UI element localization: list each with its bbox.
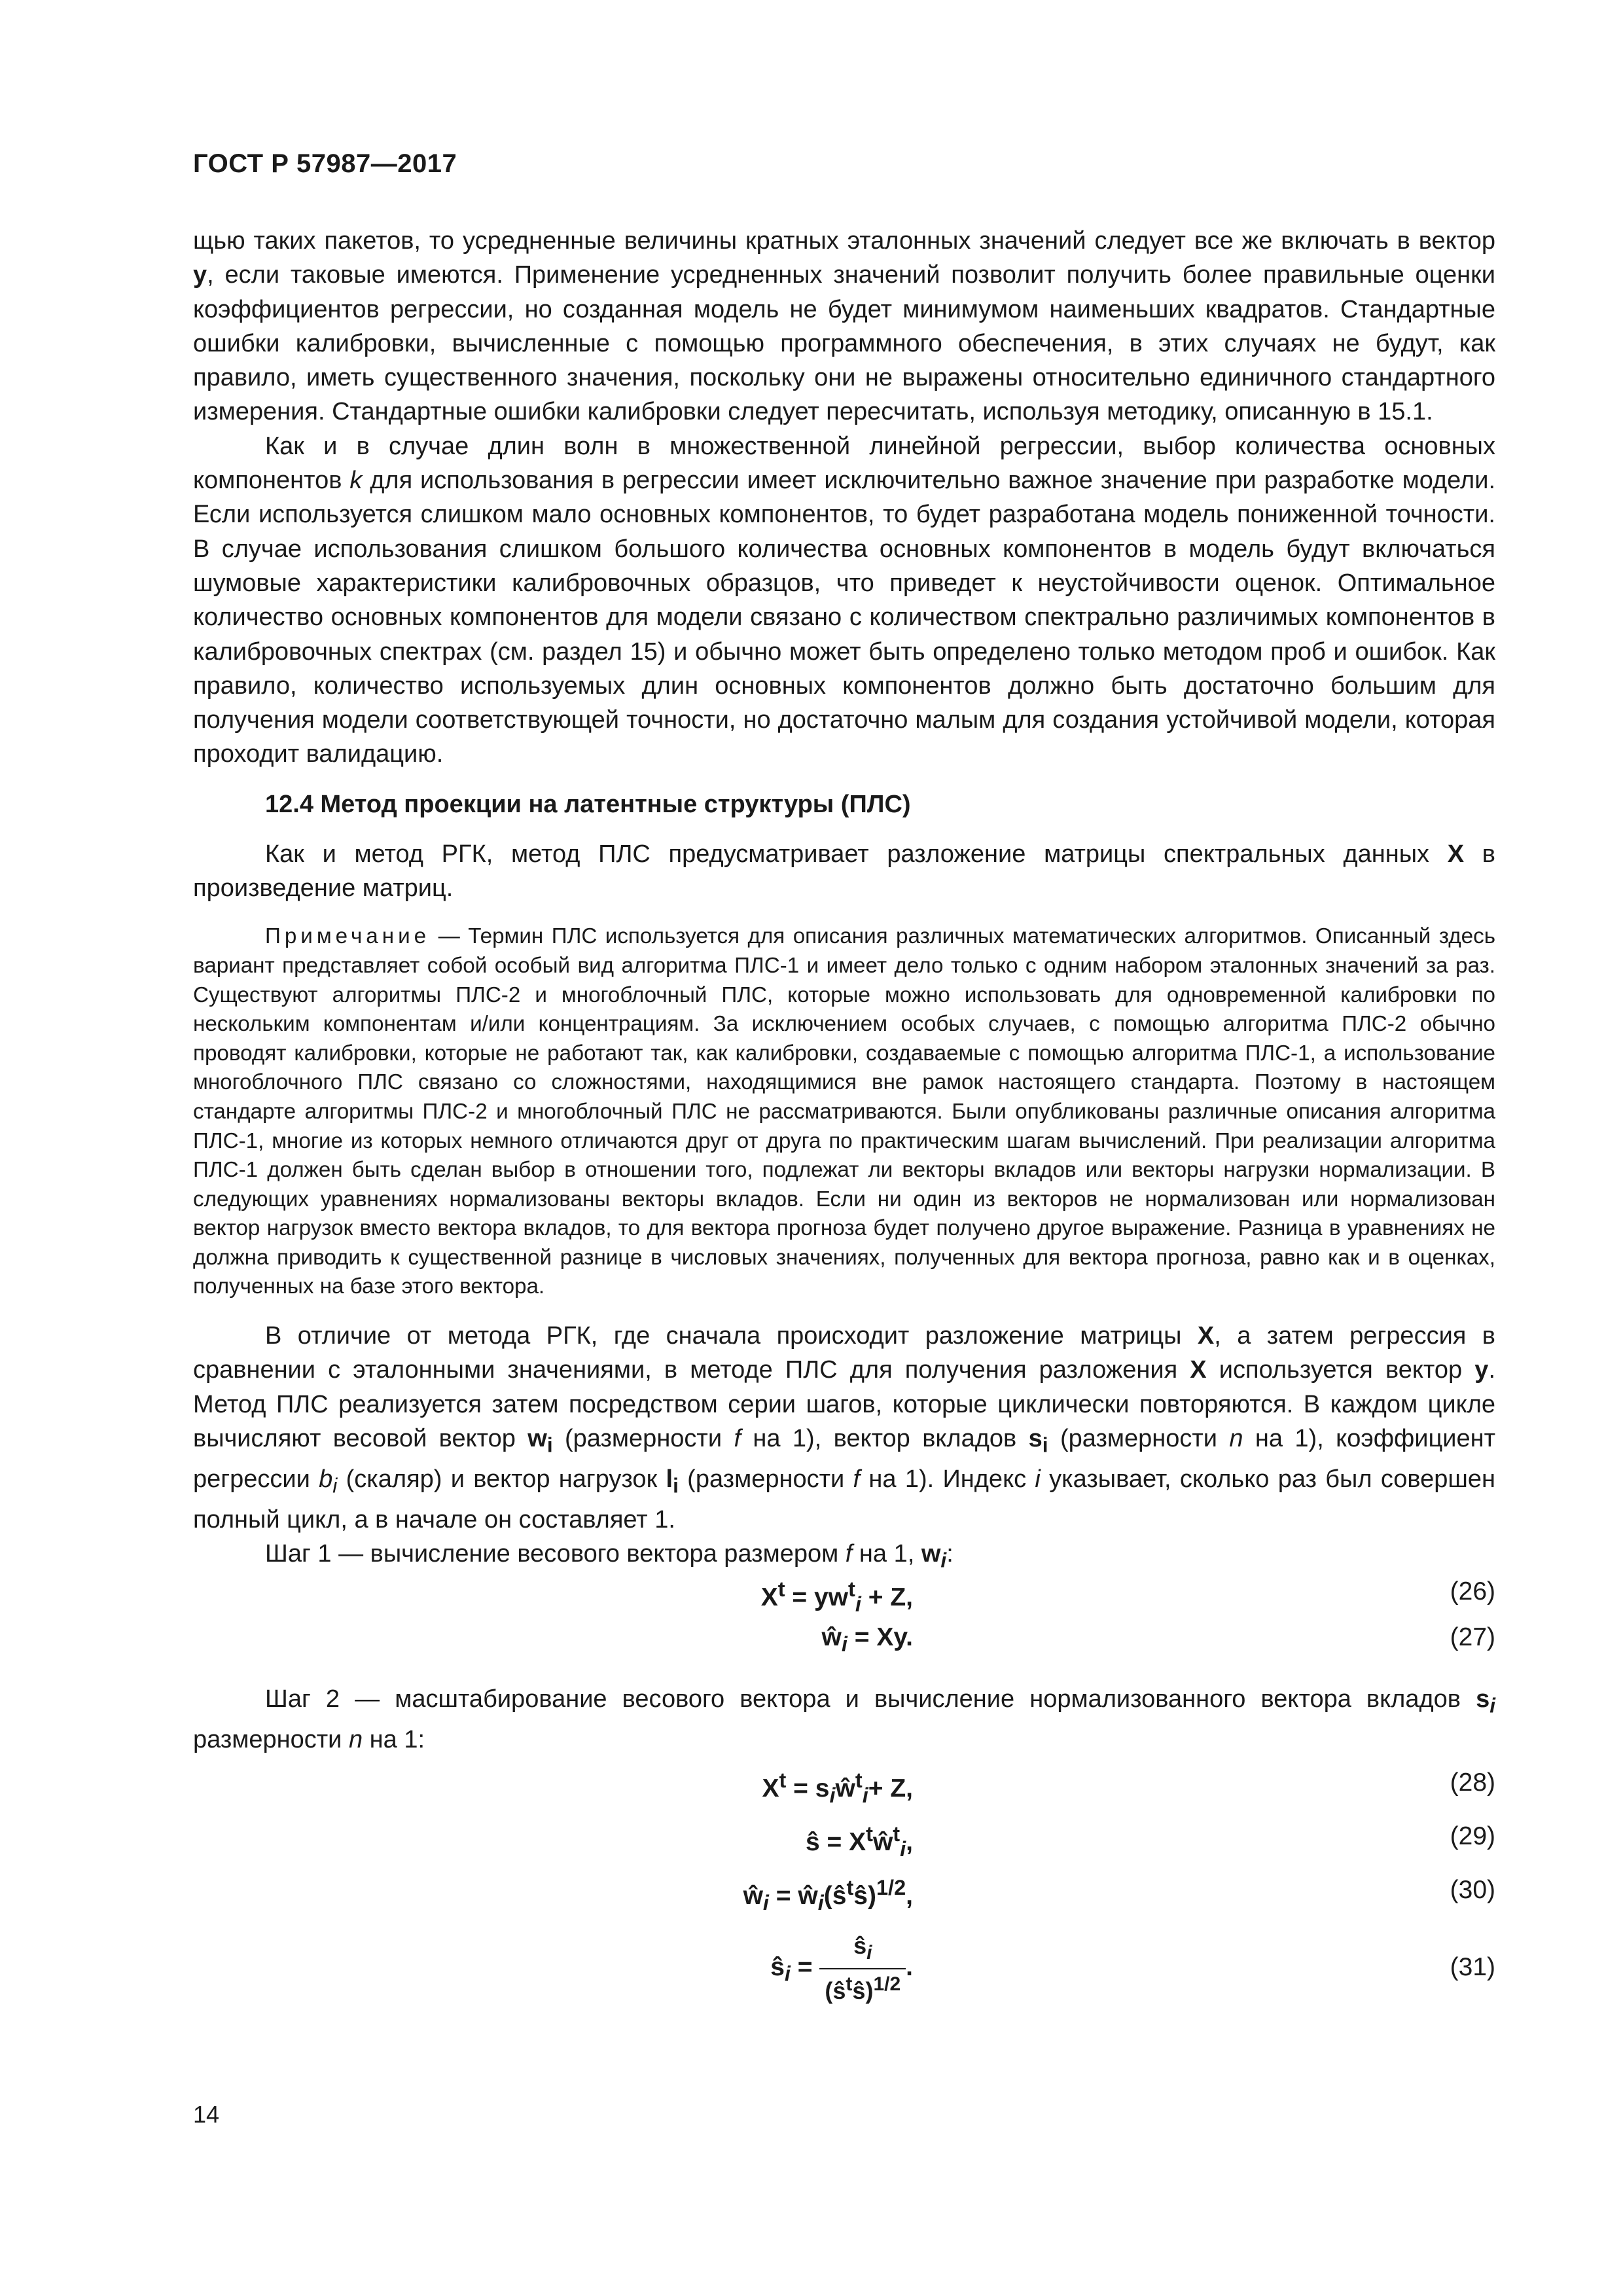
step-2: Шаг 2 — масштабирование весового вектора и вычисление нормализованного вектора вкладов $s_i$ размерности n на 1: <box>193 1685 1495 1753</box>
equation-27-number: (27) <box>1450 1623 1495 1651</box>
equation-29 <box>193 1822 1495 1868</box>
equation-28 <box>193 1768 1495 1814</box>
paragraph-4: В отличие от метода РГК, где сначала происходит разложение матрицы X, а затем регрессия в сравнении с эталонными значениями, в методе ПЛС для получения разложения X используется вектор y. Метод ПЛС реализуется затем посредством серии шагов, которые циклически повторяются. В каждом цикле вычисляют весовой вектор $w_i$ (размерности f на 1), вектор вкладов $s_i$ (размерности n на 1), коэффициент регрессии $b_i$ (скаляр) и вектор нагрузок $l_i$ (размерности f на 1). Индекс i указывает, сколько раз был совершен полный цикл, а в начале он составляет 1. <box>193 1322 1496 1534</box>
equation-30 <box>193 1876 1495 1922</box>
paragraph-2: Как и в случае длин волн в множественной линейной регрессии, выбор количества основных компонентов k для использования в регрессии имеет исключительно важное значение при разработке модели. Если используется слишком мало основных компонентов, то будет разработана модель пониженной точности. В случае использования слишком большого количества основных компонентов в модель будут включаться шумовые характеристики калибровочных образцов, что приведет к неустойчивости оценок. Оптимальное количество основных компонентов для модели связано с количеством спектрально различимых компонентов в калибровочных спектрах (см. раздел 15) и обычно может быть определено только методом проб и ошибок. Как правило, количество используемых длин основных компонентов должно быть достаточно большим для получения модели соответствующей точности, но достаточно малым для создания устойчивой модели, которая проходит валидацию. <box>193 432 1496 768</box>
equation-26-number: (26) <box>1450 1577 1495 1605</box>
equation-29-formula: ŝ = $X^tŵ^t_i$, <box>805 1822 913 1861</box>
equation-31-number: (31) <box>1450 1953 1495 1982</box>
page-content <box>193 224 1495 2009</box>
note <box>193 922 1495 1302</box>
section-heading: 12.4 Метод проекции на латентные структуры (ПЛС) <box>265 790 911 818</box>
equation-31-formula: $ŝ_i$ = $\frac{ŝ_i}{(ŝ^tŝ)^{1/2}}$ . <box>770 1932 913 2005</box>
equation-28-number: (28) <box>1450 1768 1495 1797</box>
equation-30-number: (30) <box>1450 1876 1495 1905</box>
equation-26 <box>193 1577 1495 1623</box>
equation-26-formula: $X^t = yw^t_i + Z$, <box>760 1577 913 1616</box>
note-label: Примечание <box>265 924 431 949</box>
page-number: 14 <box>193 2101 220 2128</box>
equation-29-number: (29) <box>1450 1822 1495 1851</box>
paragraph-3: Как и метод РГК, метод ПЛС предусматривает разложение матрицы спектральных данных X в произведение матриц. <box>193 840 1495 903</box>
equation-30-formula: $ŵ_i$ = $ŵ_i(ŝ^tŝ)^{1/2}$, <box>743 1876 913 1914</box>
equation-31 <box>193 1931 1495 2009</box>
equation-27-formula: $ŵ_i = Xy$. <box>821 1623 913 1656</box>
document-header: ГОСТ Р 57987—2017 <box>193 149 457 178</box>
paragraph-1: щью таких пакетов, то усредненные величины кратных эталонных значений следует все же включать в вектор y, если таковые имеются. Применение усредненных значений позволит получить более правильные оценки коэффициентов регрессии, но созданная модель не будет минимумом наименьших квадратов. Стандартные ошибки калибровки, вычисленные с помощью программного обеспечения, в этих случаях не будут, как правило, иметь существенного значения, поскольку они не выражены относительно единичного стандартного измерения. Стандартные ошибки калибровки следует пересчитать, используя методику, описанную в 15.1. <box>193 227 1495 426</box>
equation-28-formula: $X^t$ = $s_iŵ^t_i+ Z$, <box>762 1768 913 1807</box>
note-text: — Термин ПЛС используется для описания различных математических алгоритмов. Описанный здесь вариант представляет собой особый вид алгоритма ПЛС-1 и имеет дело только с одним набором эталонных значений за раз. Существуют алгоритмы ПЛС-2 и многоблочный ПЛС, которые можно использовать для одновременной калибровки по нескольким компонентам и/или концентрациям. За исключением особых случаев, с помощью алгоритма ПЛС-2 обычно проводят калибровки, которые не работают так, как калибровки, создаваемые с помощью алгоритма ПЛС-1, а использование многоблочного ПЛС связано со сложностями, находящимися вне рамок настоящего стандарта. Поэтому в настоящем стандарте алгоритмы ПЛС-2 и многоблочный ПЛС не рассматриваются. Были опубликованы различные описания алгоритма ПЛС-1, многие из которых немного отличаются друг от друга по практическим шагам вычислений. При реализации алгоритма ПЛС-1 должен быть сделан выбор в отношении того, подлежат ли векторы вкладов или векторы нагрузки нормализации. В следующих уравнениях нормализованы векторы вкладов. Если ни один из векторов не нормализован или нормализован вектор нагрузок вместо вектора вкладов, то для вектора прогноза будет получено другое выражение. Разница в уравнениях не должна приводить к существенной разнице в числовых значениях, полученных для вектора прогноза, равно как и в оценках, полученных на базе этого вектора. <box>193 924 1495 1299</box>
step-1: Шаг 1 — вычисление весового вектора размером f на 1, $w_i$: <box>265 1540 954 1572</box>
equation-27 <box>193 1623 1495 1669</box>
